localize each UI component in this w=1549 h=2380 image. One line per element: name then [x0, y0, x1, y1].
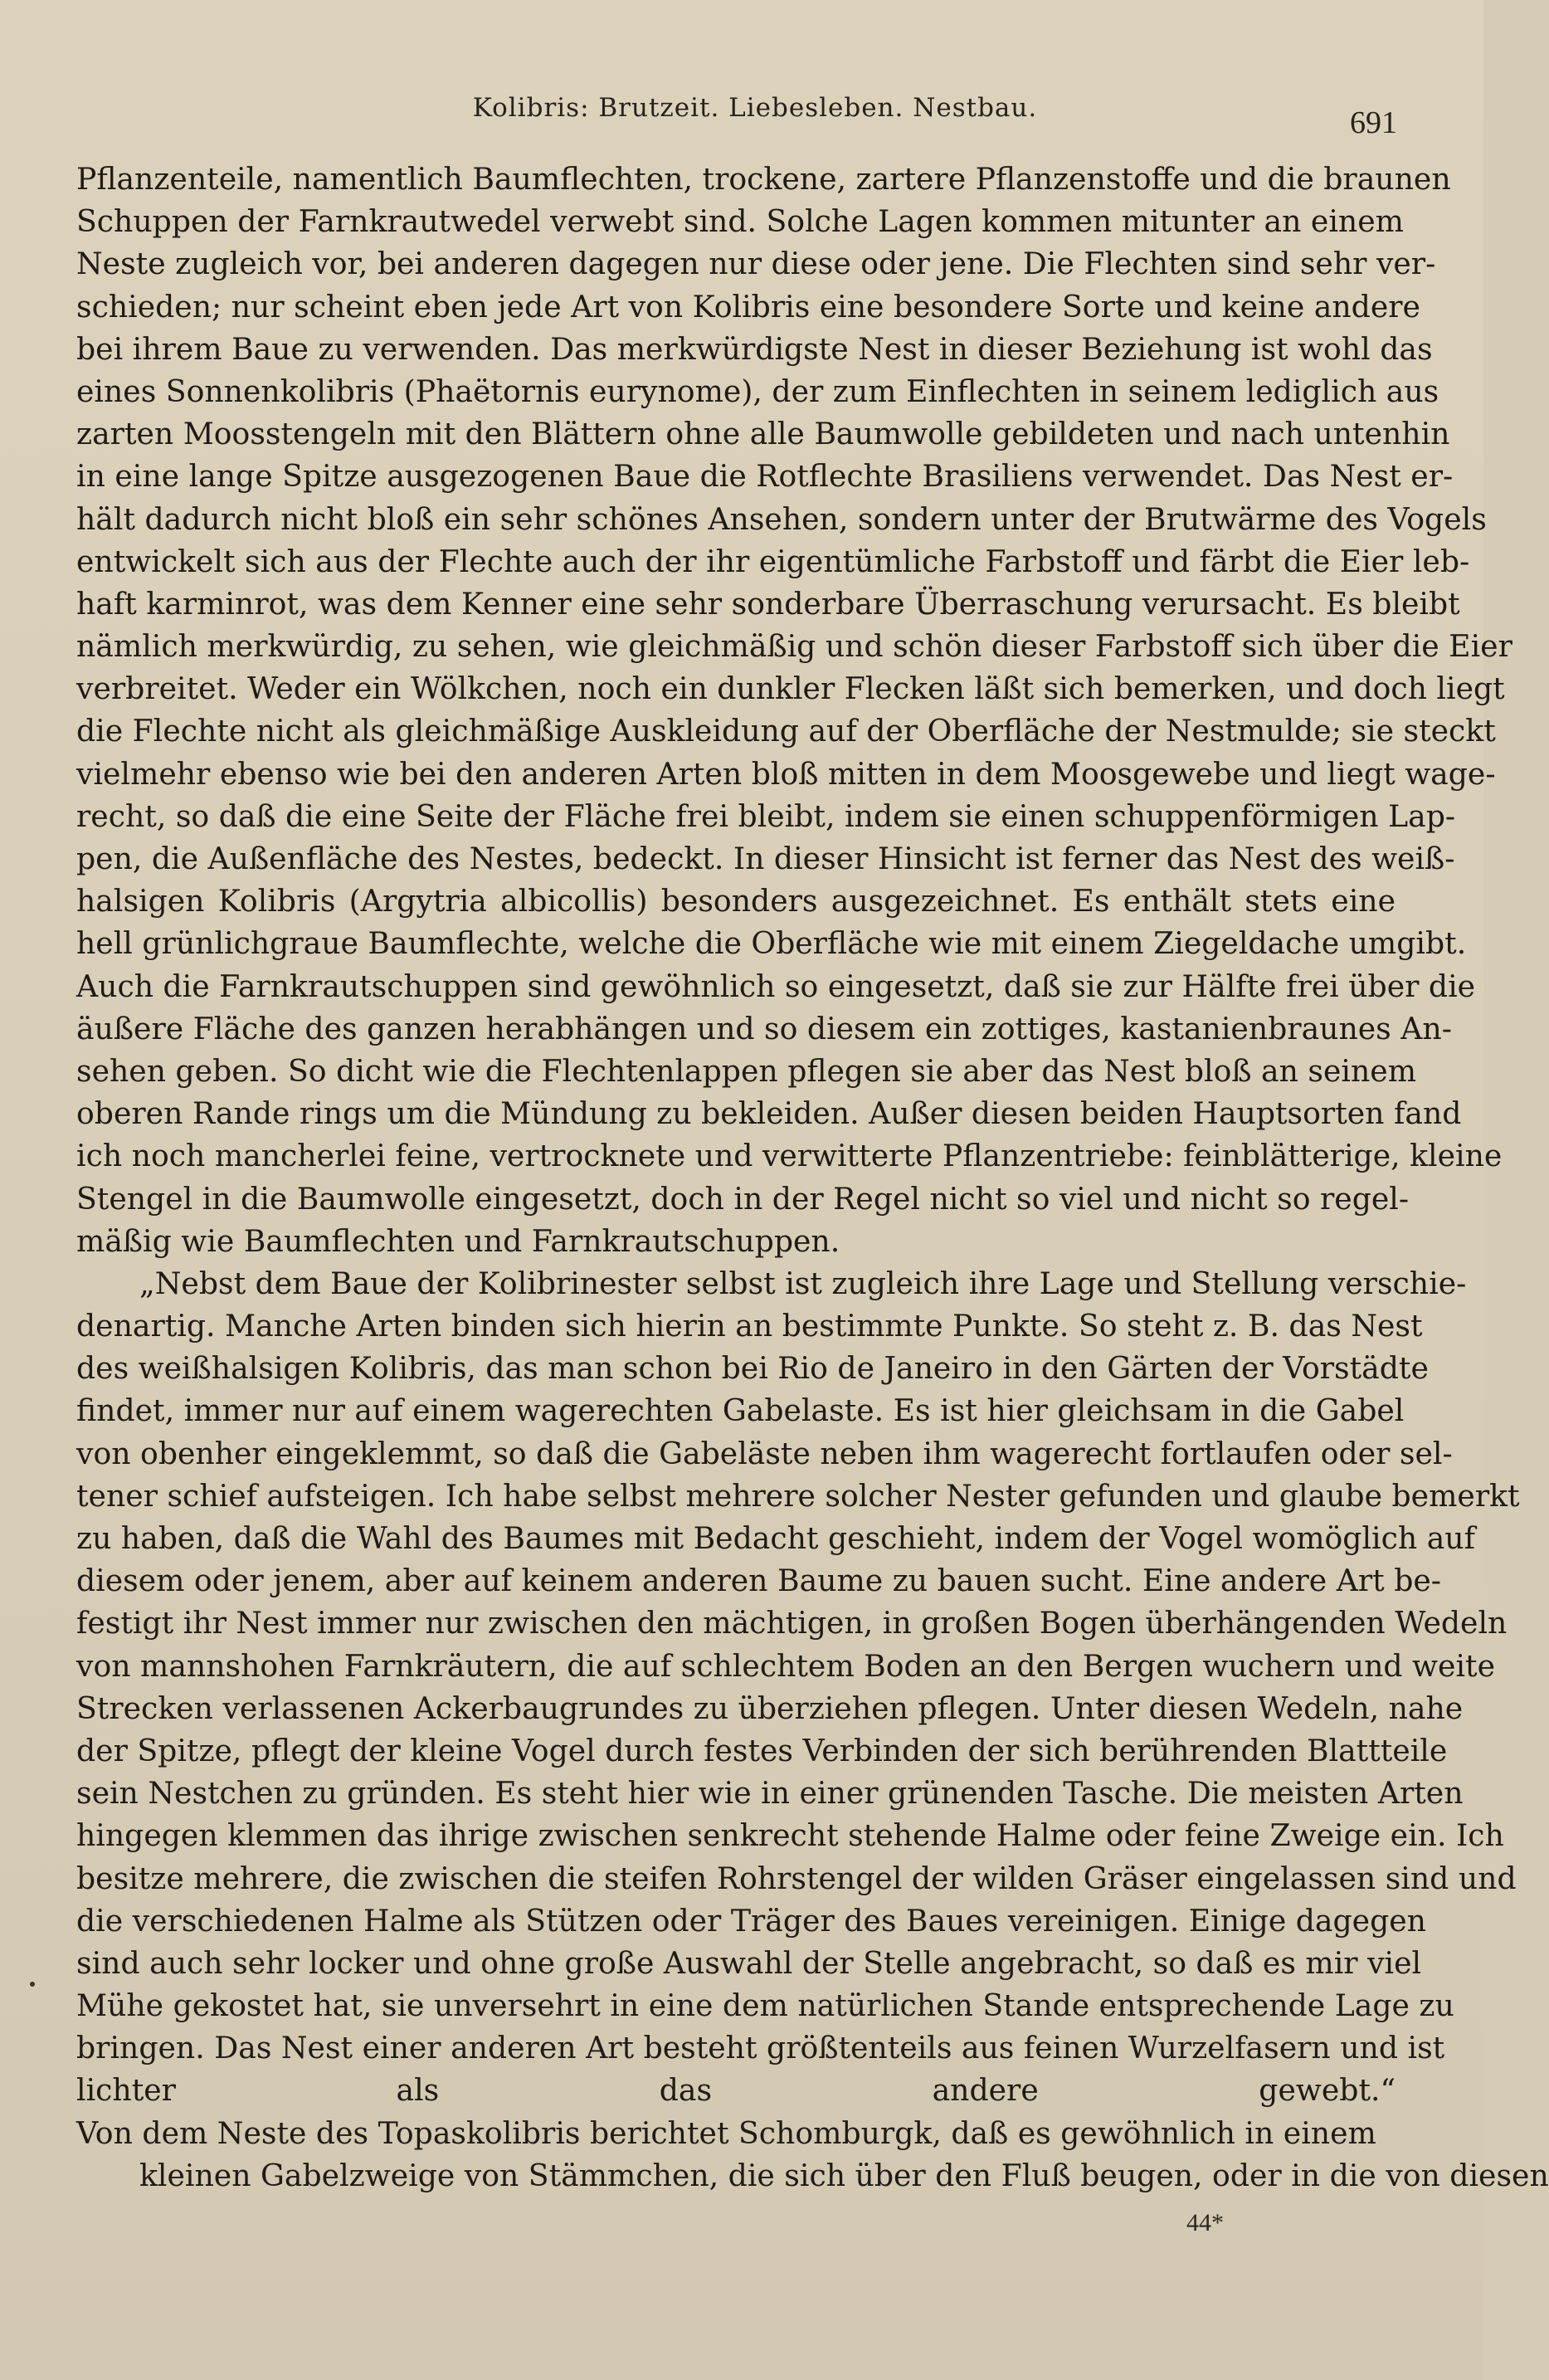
text-line: denartig. Manche Arten binden sich hierin an bestimmte Punkte. So steht z. B. das Nest — [76, 1308, 1423, 1344]
text-line: entwickelt sich aus der Flechte auch der ihr eigentümliche Farbstoff und färbt die Eier leb- — [76, 543, 1470, 579]
text-line: sein Nestchen zu gründen. Es steht hier wie in einer grünenden Tasche. Die meisten Arten — [76, 1775, 1464, 1812]
text-line: mäßig wie Baumflechten und Farnkrautschuppen. — [76, 1222, 840, 1259]
margin-dot — [30, 1982, 35, 1987]
text-line: eines Sonnenkolibris (Phaëtornis eurynome), der zum Einflechten in seinem lediglich aus — [76, 373, 1439, 409]
text-line: Stengel in die Baumwolle eingesetzt, doch in der Regel nicht so viel und nicht so regel- — [76, 1180, 1410, 1217]
text-line: Schuppen der Farnkrautwedel verwebt sind. Solche Lagen kommen mitunter an einem — [76, 203, 1404, 240]
body-text — [76, 158, 1549, 2239]
page-number: 691 — [1350, 105, 1397, 140]
text-line: bringen. Das Nest einer anderen Art besteht größtenteils aus feinen Wurzelfasern und ist — [76, 2030, 1445, 2066]
text-line: zarten Moosstengeln mit den Blättern ohne alle Baumwolle gebildeten und nach untenhin — [76, 416, 1450, 452]
text-line: hell grünlichgraue Baumflechte, welche die Oberfläche wie mit einem Ziegeldache umgibt. — [76, 925, 1467, 962]
text-line: sind auch sehr locker und ohne große Auswahl der Stelle angebracht, so daß es mir viel — [76, 1944, 1422, 1981]
text-line: halsigen Kolibris (Argytria albicollis) besonders ausgezeichnet. Es enthält stets eine — [76, 883, 1396, 919]
text-line: oberen Rande rings um die Mündung zu bekleiden. Außer diesen beiden Hauptsorten fand — [76, 1095, 1462, 1132]
text-line: bei ihrem Baue zu verwenden. Das merkwürdigste Nest in dieser Beziehung ist wohl das — [76, 330, 1433, 367]
text-line: tener schief aufsteigen. Ich habe selbst mehrere solcher Nester gefunden und glaube bemerkt — [76, 1477, 1520, 1514]
text-line: findet, immer nur auf einem wagerechten Gabelaste. Es ist hier gleichsam in die Gabel — [76, 1392, 1405, 1429]
running-title: Kolibris: Brutzeit. Liebesleben. Nestbau. — [472, 93, 1038, 123]
text-line: die verschiedenen Halme als Stützen oder Träger des Baues vereinigen. Einige dagegen — [76, 1902, 1426, 1939]
text-line: der Spitze, pflegt der kleine Vogel durch festes Verbinden der sich berührenden Blattteile — [76, 1732, 1448, 1768]
text-line: von obenher eingeklemmt, so daß die Gabeläste neben ihm wagerecht fortlaufen oder sel- — [76, 1435, 1453, 1471]
text-line: vielmehr ebenso wie bei den anderen Arten bloß mitten in dem Moosgewebe und liegt wage- — [76, 755, 1496, 792]
text-line: Mühe gekostet hat, sie unversehrt in eine dem natürlichen Stande entsprechende Lage zu — [76, 1987, 1454, 2024]
text-line: Pflanzenteile, namentlich Baumflechten, trockene, zartere Pflanzenstoffe und die braunen — [76, 161, 1451, 197]
text-line: haft karminrot, was dem Kenner eine sehr sonderbare Überraschung verursacht. Es bleibt — [76, 585, 1460, 622]
text-line: diesem oder jenem, aber auf keinem anderen Baume zu bauen sucht. Eine andere Art be- — [76, 1563, 1442, 1599]
text-line: kleinen Gabelzweige von Stämmchen, die sich über den Fluß beugen, oder in die von diesen — [139, 2157, 1549, 2193]
text-line: Neste zugleich vor, bei anderen dagegen nur diese oder jene. Die Flechten sind sehr ver- — [76, 246, 1436, 282]
signature-mark: 44* — [1186, 2209, 1224, 2236]
text-line: sehen geben. So dicht wie die Flechtenlappen pflegen sie aber das Nest bloß an seinem — [76, 1052, 1417, 1089]
text-line: recht, so daß die eine Seite der Fläche frei bleibt, indem sie einen schuppenförmigen Lap- — [76, 797, 1456, 834]
text-line: hält dadurch nicht bloß ein sehr schönes Ansehen, sondern unter der Brutwärme des Vogels — [76, 500, 1487, 537]
text-line: Auch die Farnkrautschuppen sind gewöhnlich so eingesetzt, daß sie zur Hälfte frei über die — [76, 968, 1476, 1004]
text-line: Von dem Neste des Topaskolibris berichtet Schomburgk, daß es gewöhnlich in einem — [76, 2114, 1376, 2151]
text-line: ich noch mancherlei feine, vertrocknete und verwitterte Pflanzentriebe: feinblätterige, kleine — [76, 1138, 1503, 1174]
text-line: die Flechte nicht als gleichmäßige Auskleidung auf der Oberfläche der Nestmulde; sie steckt — [76, 713, 1496, 749]
text-line: nämlich merkwürdig, zu sehen, wie gleichmäßig und schön dieser Farbstoff sich über die Eier — [76, 628, 1512, 665]
text-line: von mannshohen Farnkräutern, die auf schlechtem Boden an den Bergen wuchern und weite — [76, 1647, 1495, 1684]
text-line: äußere Fläche des ganzen herabhängen und so diesem ein zottiges, kastanienbraunes An- — [76, 1010, 1452, 1046]
text-line: hingegen klemmen das ihrige zwischen senkrecht stehende Halme oder feine Zweige ein. Ich — [76, 1817, 1504, 1854]
text-line: des weißhalsigen Kolibris, das man schon bei Rio de Janeiro in den Gärten der Vorstädte — [76, 1350, 1429, 1387]
text-line: verbreitet. Weder ein Wölkchen, noch ein dunkler Flecken läßt sich bemerken, und doch liegt — [76, 671, 1505, 707]
text-line: lichter als das andere gewebt.“ — [76, 2072, 1396, 2109]
text-line: besitze mehrere, die zwischen die steifen Rohrstengel der wilden Gräser eingelassen sind und — [76, 1860, 1517, 1896]
text-line: pen, die Außenfläche des Nestes, bedeckt. In dieser Hinsicht ist ferner das Nest des weiß- — [76, 841, 1455, 876]
text-line: festigt ihr Nest immer nur zwischen den mächtigen, in großen Bogen überhängenden Wedeln — [76, 1605, 1508, 1641]
text-line: zu haben, daß die Wahl des Baumes mit Bedacht geschieht, indem der Vogel womöglich auf — [76, 1520, 1475, 1556]
text-line: Strecken verlassenen Ackerbaugrundes zu überziehen pflegen. Unter diesen Wedeln, nahe — [76, 1690, 1464, 1726]
text-line: „Nebst dem Baue der Kolibrinester selbst ist zugleich ihre Lage und Stellung verschie- — [139, 1265, 1467, 1301]
text-line: schieden; nur scheint eben jede Art von Kolibris eine besondere Sorte und keine andere — [76, 288, 1420, 324]
text-line: in eine lange Spitze ausgezogenen Baue die Rotflechte Brasiliens verwendet. Das Nest er- — [76, 458, 1454, 495]
